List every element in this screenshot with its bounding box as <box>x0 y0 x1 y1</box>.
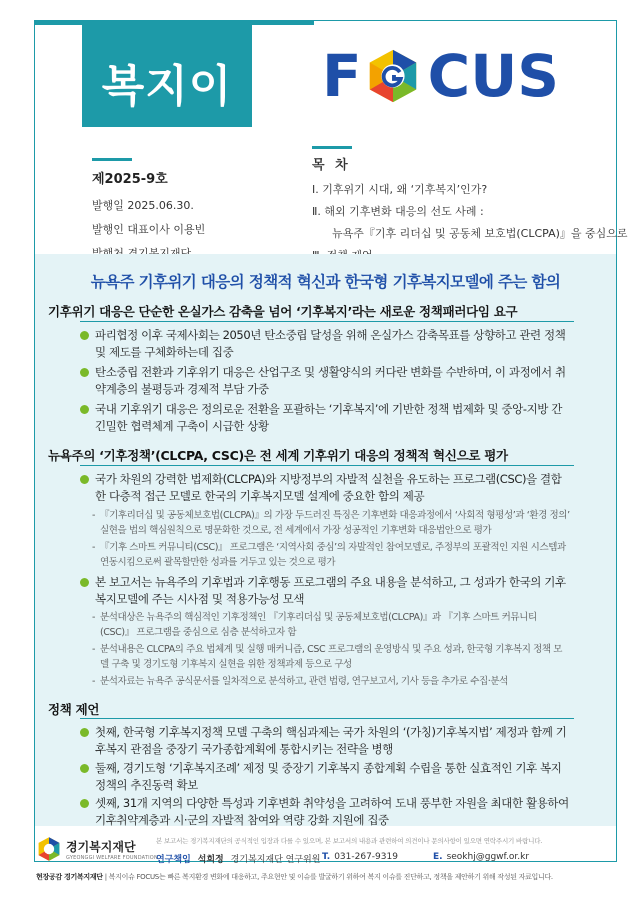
issue-publisher: 발행인 대표이사 이용빈 <box>92 223 206 236</box>
series-title-box <box>82 22 252 176</box>
disclaimer: 본 보고서는 경기복지재단의 공식적인 입장과 다를 수 있으며, 본 보고서의 내용과 관련하여 의견이나 문의사항이 있으면 연락주시기 바랍니다. <box>156 837 543 845</box>
bullet-item: 파리협정 이후 국제사회는 2050년 탄소중립 달성을 위해 온실가스 감축목표를 상향하고 관련 정책 및 제도를 구체화하는데 집중 <box>80 327 570 361</box>
green-bullet-icon <box>80 405 89 414</box>
green-bullet-icon <box>80 799 89 808</box>
section-title: 기후위기 대응은 단순한 온실가스 감축을 넘어 ‘기후복지’라는 새로운 정책패러다임 요구 <box>48 304 518 319</box>
dash-marker: - <box>92 510 96 521</box>
focus-o-logo-icon <box>364 47 422 105</box>
dash-marker: - <box>92 644 96 655</box>
toc-accent-bar <box>312 146 352 149</box>
contact-email <box>433 852 529 862</box>
dash-marker: - <box>92 542 96 553</box>
focus-letters-cus: CUS <box>427 42 560 110</box>
email-label: E. <box>433 852 443 862</box>
section-title: 뉴욕주의 ‘기후정책’(CLCPA, CSC)은 전 세계 기후위기 대응의 정책적 혁신으로 평가 <box>48 448 508 463</box>
email-address: seokhj@ggwf.or.kr <box>446 852 530 862</box>
bottom-note <box>36 872 553 882</box>
toc-item: Ⅰ. 기후위기 시대, 왜 ‘기후복지’인가? <box>312 183 488 196</box>
dash-item: - 『기후 스마트 커뮤니티(CSC)』 프로그램은 ‘지역사회 중심’의 자발적인 참여모델로, 주정부의 포괄적인 지원 시스템과 연동시킴으로써 괄목할만한 성과를 거두고 있는 것으로 평가 <box>92 542 566 568</box>
green-bullet-icon <box>80 475 89 484</box>
green-bullet-icon <box>80 578 89 587</box>
series-title: 복지이슈 <box>101 61 233 176</box>
toc-item: Ⅱ. 해외 기후변화 대응의 선도 사례 : <box>312 205 484 218</box>
issue-number: 제2025-9호 <box>92 172 168 187</box>
section-divider <box>80 465 574 466</box>
focus-logo <box>322 42 560 110</box>
toc-heading: 목 차 <box>312 158 351 173</box>
contact-label: 연구책임 <box>156 855 191 865</box>
dash-item: - 분석내용은 CLCPA의 주요 법체계 및 실행 매커니즘, CSC 프로그램의 운영방식 및 주요 성과, 한국형 기후복지 정책 모델 구축 및 경기도형 기후복지 실현을 위한 정책과제 등으로 구성 <box>92 644 563 670</box>
contact-role: 경기복지재단 연구위원 <box>230 855 321 865</box>
report-headline: 뉴욕주 기후위기 대응의 정책적 혁신과 한국형 기후복지모델에 주는 함의 <box>90 273 561 291</box>
bullet-item: 셋째, 31개 지역의 다양한 특성과 기후변화 취약성을 고려하여 도내 풍부한 자원을 최대한 활용하여 기후취약계층과 시·군의 자발적 참여와 역량 강화 지원에 집중 <box>80 795 570 829</box>
bullet-item: 본 보고서는 뉴욕주의 기후법과 기후행동 프로그램의 주요 내용을 분석하고, 그 성과가 한국의 기후복지모델에 주는 시사점 및 적용가능성 모색 <box>80 574 570 608</box>
issue-date: 발행일 2025.06.30. <box>92 199 194 212</box>
section-divider <box>80 321 574 322</box>
phone-label: T. <box>322 852 331 862</box>
dash-item: - 분석대상은 뉴욕주의 핵심적인 기후정책인 『기후리더십 및 공동체보호법(CLCPA)』과 『기후 스마트 커뮤니티(CSC)』 프로그램을 중심으로 심층 분석하고자 함 <box>92 612 537 638</box>
dash-marker: - <box>92 676 96 687</box>
dash-item: - 분석자료는 뉴욕주 공식문서를 일차적으로 분석하고, 관련 법령, 연구보고서, 기사 등을 추가로 수집·분석 <box>92 676 508 687</box>
contact-name: 석희정 <box>197 855 224 865</box>
bullet-item: 첫째, 한국형 기후복지정책 모델 구축의 핵심과제는 국가 차원의 ‘(가칭)기후복지법’ 제정과 함께 기후복지 관점을 중장기 국가종합계획에 통합시키는 전략을 병행 <box>80 724 570 758</box>
green-bullet-icon <box>80 368 89 377</box>
foundation-name-english: GYEONGGI WELFARE FOUNDATION <box>66 855 158 861</box>
bullet-item: 국가 차원의 강력한 법제화(CLCPA)와 지방정부의 자발적 실천을 유도하는 프로그램(CSC)을 결합한 다층적 접근 모델로 한국의 기후복지모델 설계에 중요한 함의 제공 <box>80 471 570 505</box>
green-bullet-icon <box>80 728 89 737</box>
section-divider <box>80 718 574 719</box>
foundation-name: 경기복지재단 <box>66 840 136 854</box>
toc-subitem: 뉴욕주『기후 리더십 및 공동체 보호법(CLCPA)』을 중심으로 <box>332 227 628 240</box>
dash-item: - 『기후리더십 및 공동체보호법(CLCPA)』의 가장 두드러진 특징은 기후변화 대응과정에서 ‘사회적 형평성’과 ‘환경 정의’ 실현을 법의 핵심원칙으로 명문화한 것으로, 전 세계에서 가장 성공적인 기후변화 대응법안으로 평가 <box>92 510 570 536</box>
meta-accent-bar <box>92 158 132 161</box>
green-bullet-icon <box>80 764 89 773</box>
dash-marker: - <box>92 612 96 623</box>
publication-about: | 복지이슈 FOCUS는 빠른 복지환경 변화에 대응하고, 주요현안 및 이슈를 발굴하기 위하여 복지 이슈를 진단하고, 정책을 제안하기 위해 작성된 자료입니다. <box>104 873 553 881</box>
foundation-logo-icon <box>36 836 62 862</box>
green-bullet-icon <box>80 331 89 340</box>
slogan: 현장공감 경기복지재단 <box>36 873 103 881</box>
bullet-item: 탄소중립 전환과 기후위기 대응은 산업구조 및 생활양식의 커다란 변화를 수반하며, 이 과정에서 취약계층의 불평등과 경제적 부담 가중 <box>80 364 570 398</box>
section-title: 정책 제언 <box>48 702 100 717</box>
table-of-contents <box>312 154 628 269</box>
contact-phone <box>322 852 398 862</box>
contact-info <box>156 852 530 865</box>
bullet-item: 국내 기후위기 대응은 정의로운 전환을 포괄하는 ‘기후복지’에 기반한 정책 법제화 및 중앙-지방 간 긴밀한 협력체계 구축이 시급한 상황 <box>80 401 570 435</box>
focus-letter-f: F <box>322 42 362 110</box>
phone-number: 031-267-9319 <box>334 852 398 862</box>
foundation-logo <box>36 832 158 872</box>
bullet-item: 둘째, 경기도형 ‘기후복지조례’ 제정 및 중장기 기후복지 종합계획 수립을 통한 실효적인 기후 복지정책의 추진동력 확보 <box>80 760 570 794</box>
